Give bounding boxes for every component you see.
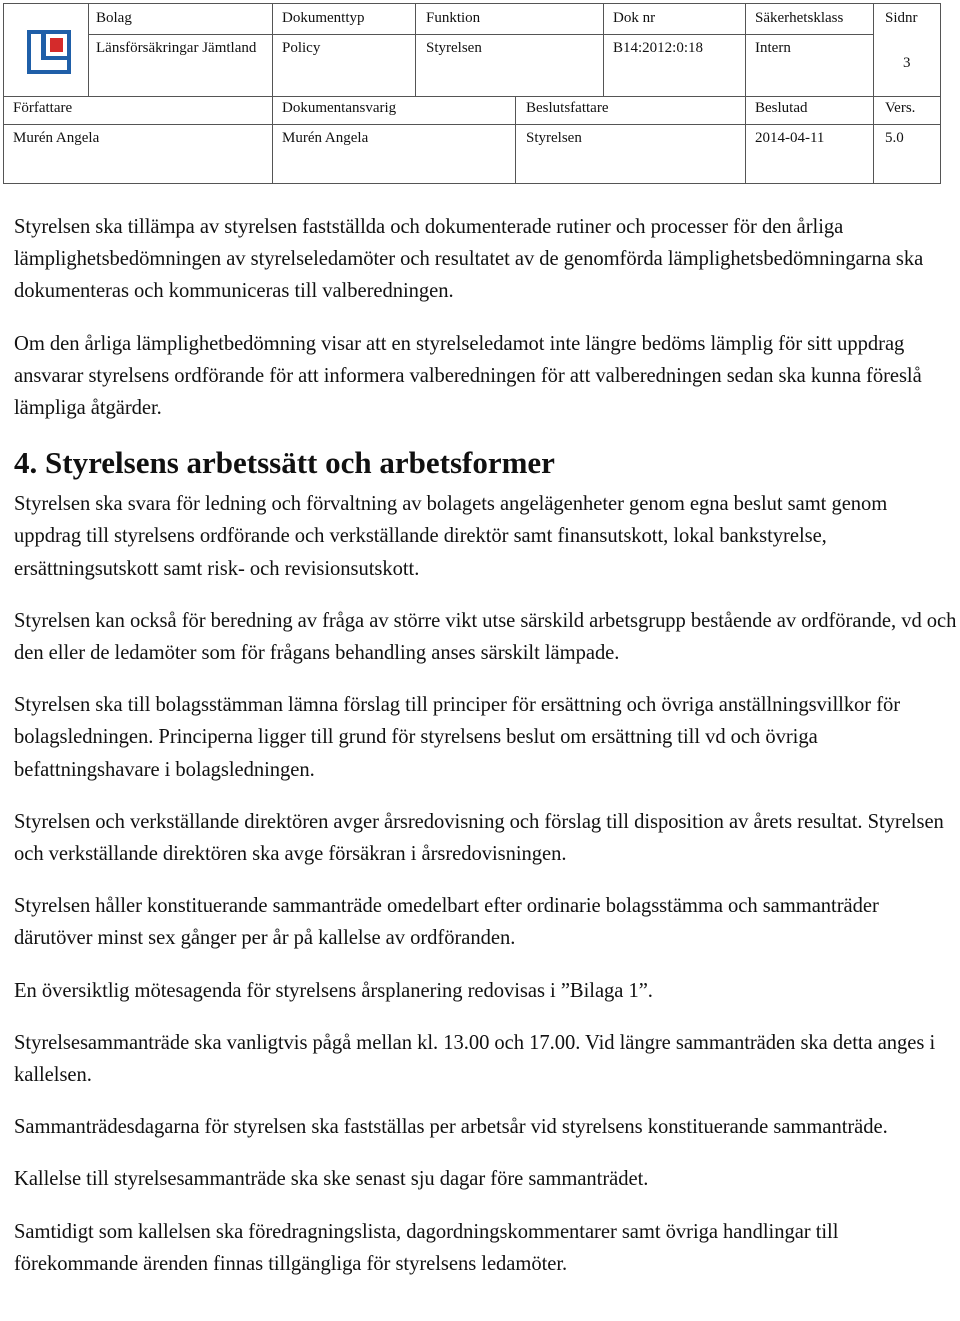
body-paragraph: Styrelsen ska svara för ledning och förvaltning av bolagets angelägenheter genom egna beslut samt genom uppdrag till styrelsens ordförande och verkställande direktör samt finansutskott, lokal bankstyrelse, ersättningsutskott samt risk- och revisionsutskott. (14, 493, 888, 580)
col-header-forfattare: Författare (13, 100, 73, 116)
value-beslutsfattare: Styrelsen (526, 130, 582, 146)
header-rule (873, 96, 874, 184)
col-header-beslutsfattare: Beslutsfattare (526, 100, 609, 116)
value-dok-nr: B14:2012:0:18 (613, 40, 704, 56)
header-rule (940, 3, 941, 184)
col-header-vers: Vers. (885, 100, 916, 116)
value-funktion: Styrelsen (426, 40, 482, 56)
header-rule (272, 3, 273, 97)
body-paragraph: Kallelse till styrelsesammanträde ska ske senast sju dagar före sammanträdet. (14, 1168, 649, 1191)
col-header-dokumenttyp: Dokumenttyp (282, 10, 365, 26)
header-rule (745, 3, 746, 97)
value-bolag: Länsförsäkringar Jämtland (96, 40, 257, 56)
company-logo (27, 30, 71, 74)
document-body (14, 211, 959, 1300)
header-rule (3, 183, 941, 184)
header-rule (3, 96, 941, 97)
header-rule (88, 34, 873, 35)
body-paragraph: En översiktlig mötesagenda för styrelsens årsplanering redovisas i ”Bilaga 1”. (14, 979, 653, 1002)
value-forfattare: Murén Angela (13, 130, 100, 146)
value-sakerhetsklass: Intern (755, 40, 791, 56)
body-paragraph: Styrelsen håller konstituerande sammanträde omedelbart efter ordinarie bolagsstämma och sammanträder därutöver minst sex gånger per år på kallelse av ordföranden. (14, 895, 879, 950)
body-paragraph: Styrelsen och verkställande direktören avger årsredovisning och förslag till disposition av årets resultat. Styrelsen och verkställande direktören ska avge försäkran i årsredovisningen. (14, 810, 944, 866)
body-paragraph: Styrelsen ska till bolagsstämman lämna förslag till principer för ersättning och övriga anställningsvillkor för bolagsledningen. Principerna ligger till grund för styrelsens beslut om ersättning till vd och övriga befattningshavare i bolagsledningen. (14, 694, 901, 781)
col-header-sakerhetsklass: Säkerhetsklass (755, 10, 844, 26)
col-header-dok-nr: Dok nr (613, 10, 656, 26)
value-dokumenttyp: Policy (282, 40, 321, 56)
header-rule (3, 3, 4, 184)
intro-paragraph: Styrelsen ska tillämpa av styrelsen fastställda och dokumenterade rutiner och processer för den årliga lämplighetsbedömningen av styrelseledamöter och resultatet av de genomförda lämplighetsbedömningarna ska dokumenteras och kommuniceras till valberedningen. (14, 216, 924, 303)
value-sidnr: 3 (903, 55, 911, 71)
body-paragraph: Styrelsen kan också för beredning av fråga av större vikt utse särskild arbetsgrupp bestående av ordförande, vd och den eller de ledamöter som för frågans behandling anses särskilt lämpade. (14, 609, 957, 665)
body-paragraph: Samtidigt som kallelsen ska föredragningslista, dagordningskommentarer samt övriga handlingar till förekommande ärenden finnas tillgängliga för styrelsens ledamöter. (14, 1220, 839, 1275)
document-header-table (3, 3, 941, 184)
header-rule (3, 3, 941, 4)
body-paragraph: Sammanträdesdagarna för styrelsen ska fastställas per arbetsår vid styrelsens konstituerande sammanträde. (14, 1116, 888, 1139)
header-rule (3, 124, 941, 125)
header-rule (603, 3, 604, 97)
header-rule (272, 96, 273, 184)
value-dokumentansvarig: Murén Angela (282, 130, 369, 146)
col-header-dokumentansvarig: Dokumentansvarig (282, 100, 397, 116)
header-rule (873, 3, 874, 97)
col-header-beslutad: Beslutad (755, 100, 808, 116)
body-paragraph: Styrelsesammanträde ska vanligtvis pågå mellan kl. 13.00 och 17.00. Vid längre sammanträden ska detta anges i kallelsen. (14, 1031, 936, 1087)
intro-paragraph: Om den årliga lämplighetbedömning visar att en styrelseledamot inte längre bedöms lämplig för sitt uppdrag ansvarar styrelsens ordförande för att informera valberedningen för att valberedningen sedan ska kunna föreslå lämpliga åtgärder. (14, 332, 922, 420)
header-rule (515, 96, 516, 184)
col-header-funktion: Funktion (426, 10, 481, 26)
col-header-bolag: Bolag (96, 10, 132, 26)
value-beslutad: 2014-04-11 (755, 130, 825, 146)
section-heading: 4. Styrelsens arbetssätt och arbetsformer (14, 445, 555, 481)
col-header-sidnr: Sidnr (885, 10, 918, 26)
header-rule (415, 3, 416, 97)
value-vers: 5.0 (885, 130, 904, 146)
header-rule (88, 3, 89, 97)
header-rule (745, 96, 746, 184)
